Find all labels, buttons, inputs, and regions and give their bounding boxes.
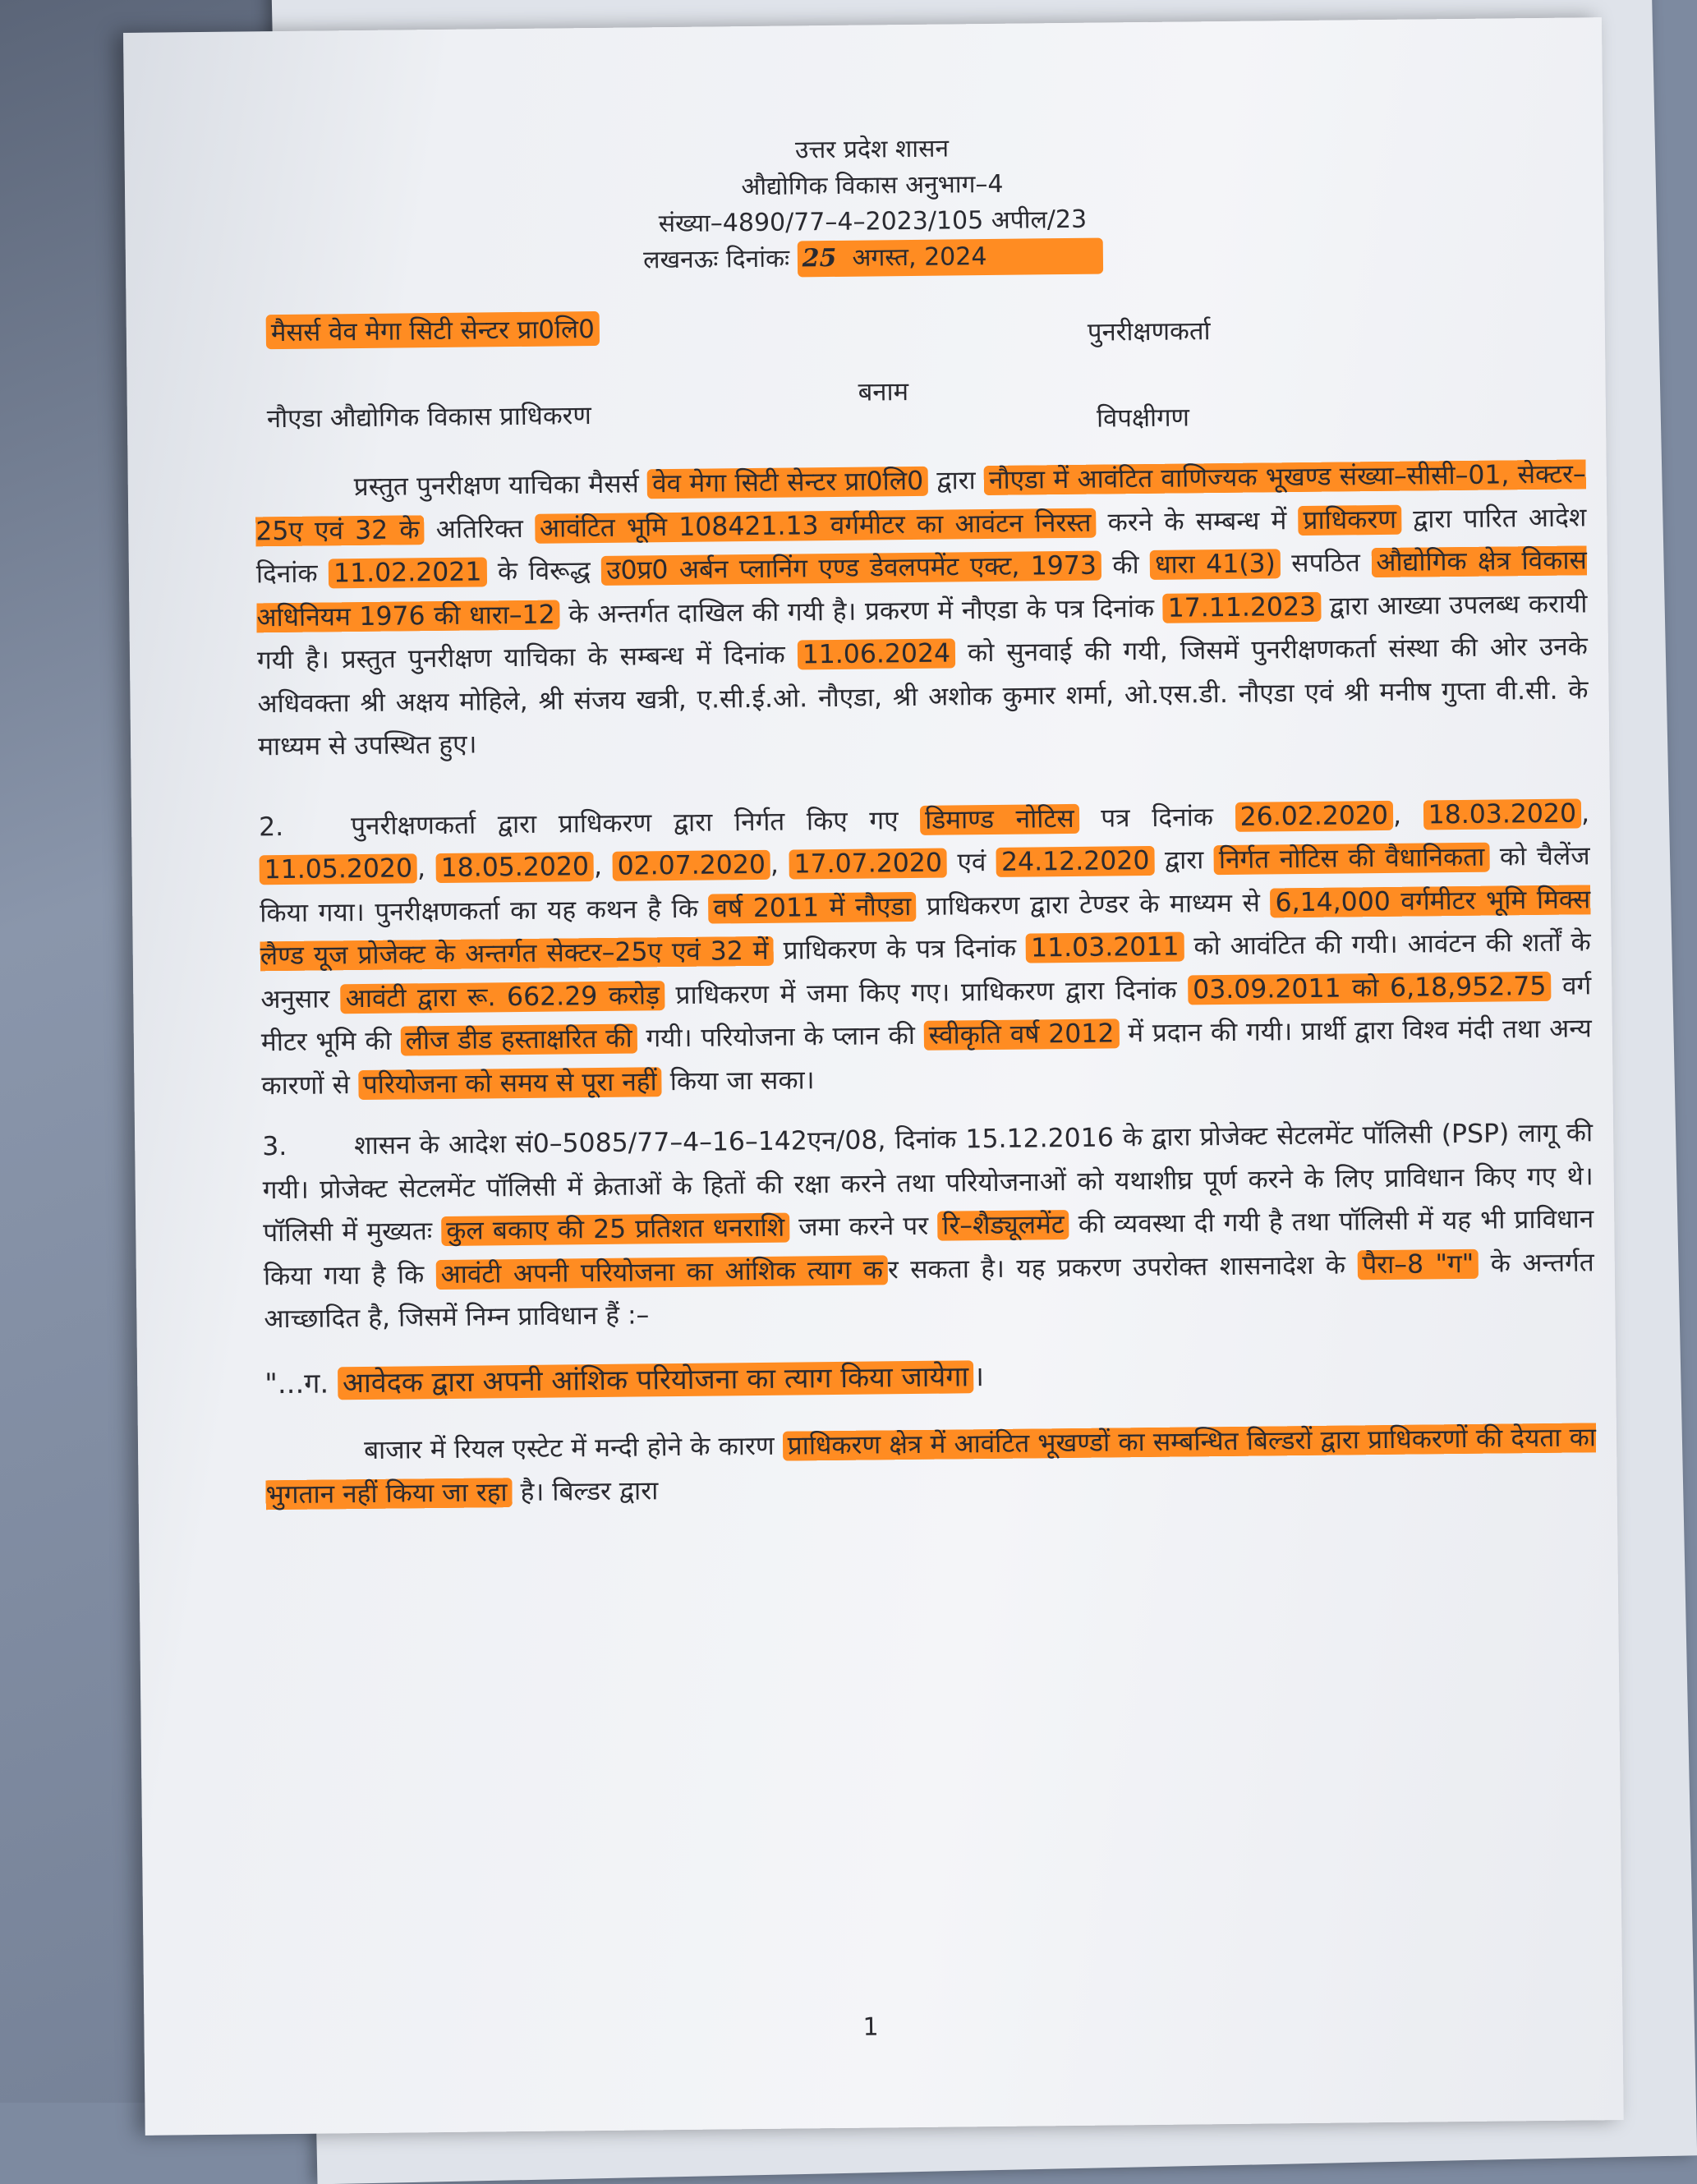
highlighted-text: प्राधिकरण bbox=[1298, 504, 1401, 535]
highlighted-text: 11.03.2011 bbox=[1026, 932, 1184, 963]
text-run: प्राधिकरण द्वारा टेण्डर के माध्यम से bbox=[916, 887, 1271, 922]
text-run: बाजार में रियल एस्टेट में मन्दी होने के कारण bbox=[363, 1431, 783, 1466]
highlighted-text: निर्गत नोटिस की वैधानिकता bbox=[1214, 843, 1490, 876]
text-run: की व्यवस्था दी गयी है तथा पॉलिसी में यह भी प्राविधान किया गया है कि bbox=[263, 1204, 1594, 1291]
highlighted-text: 11.02.2021 bbox=[329, 557, 487, 588]
text-run: , bbox=[1580, 798, 1590, 828]
highlighted-text: 18.05.2020 bbox=[435, 852, 594, 883]
highlighted-text: परियोजना को समय से पूरा नहीं bbox=[358, 1067, 662, 1100]
text-run: करने के सम्बन्ध में bbox=[1096, 505, 1299, 538]
highlighted-text: आवेदक द्वारा अपनी आंशिक परियोजना का त्याग किया जायेगा bbox=[338, 1360, 974, 1400]
date-label: लखनऊः दिनांकः bbox=[643, 244, 790, 275]
text-run: के अन्तर्गत आच्छादित है, जिसमें निम्न प्राविधान हैं :– bbox=[264, 1247, 1594, 1335]
paragraph-2-text bbox=[259, 798, 1591, 1101]
text-run: की bbox=[1101, 549, 1151, 581]
highlighted-text: वेव मेगा सिटी सेन्टर प्रा0लि0 bbox=[647, 467, 928, 499]
versus-label: बनाम bbox=[858, 377, 909, 407]
highlighted-text: उ0प्र0 अर्बन प्लानिंग एण्ड डेवलपमेंट एक्ट, 1973 bbox=[601, 551, 1101, 586]
highlighted-text: 03.09.2011 को 6,18,952.75 bbox=[1188, 971, 1552, 1005]
text-run: द्वारा पारित आदेश दिनांक bbox=[255, 502, 1587, 590]
highlighted-text: स्वीकृति वर्ष 2012 bbox=[924, 1018, 1120, 1050]
paragraph-1 bbox=[255, 453, 1589, 768]
text-run: पत्र दिनांक bbox=[1078, 802, 1235, 834]
highlighted-text: डिमाण्ड नोटिस bbox=[920, 803, 1079, 835]
text-run: , bbox=[593, 851, 613, 882]
header-department: औद्योगिक विकास अनुभाग–4 bbox=[741, 169, 1004, 202]
text-run: एवं bbox=[946, 847, 997, 878]
paragraph-1-text bbox=[255, 459, 1588, 761]
text-run: को चैलेंज किया गया। पुनरीक्षणकर्ता का यह कथन है कि bbox=[260, 841, 1590, 928]
respondent-role: विपक्षीगण bbox=[1096, 402, 1190, 434]
highlighted-text: आवंटी अपनी परियोजना का आंशिक त्याग क bbox=[436, 1255, 889, 1290]
paragraph-2 bbox=[259, 792, 1593, 1107]
text-run: वर्ग मीटर भूमि की bbox=[260, 970, 1592, 1058]
header-government: उत्तर प्रदेश शासन bbox=[794, 134, 950, 165]
petitioner-role: पुनरीक्षणकर्ता bbox=[1087, 316, 1211, 347]
text-run: है। बिल्डर द्वारा bbox=[512, 1475, 659, 1507]
text-run: द्वारा आख्या उपलब्ध करायी गयी है। प्रस्तुत पुनरीक्षण याचिका के सम्बन्ध में दिनांक bbox=[256, 588, 1588, 676]
highlighted-text: पैरा–8 "ग" bbox=[1357, 1248, 1479, 1280]
paragraph-4-text bbox=[265, 1423, 1596, 1509]
page-number: 1 bbox=[862, 2012, 879, 2042]
text-run: को सुनवाई की गयी, जिसमें पुनरीक्षणकर्ता संस्था की ओर उनके अधिवक्ता श्री अक्षय मोहिले, श्री संजय खत्री, ए.सी.ई.ओ. नौएडा, श्री अशोक कुमार शर्मा, ओ.एस.डी. नौएडा एवं श्री मनीष गुप्ता वी.सी. के माध्यम से उपस्थित हुए। bbox=[257, 632, 1589, 762]
paragraph-3-text bbox=[263, 1118, 1594, 1334]
highlighted-text: वर्ष 2011 में नौएडा bbox=[708, 891, 916, 923]
highlighted-text: 17.07.2020 bbox=[789, 848, 947, 880]
text-run: के अन्तर्गत दाखिल की गयी है। प्रकरण में नौएडा के पत्र दिनांक bbox=[559, 593, 1163, 629]
text-run: , bbox=[416, 853, 436, 884]
text-run: को आवंटित की गयी। आवंटन की शर्तों के अनुसार bbox=[260, 927, 1591, 1014]
text-run: र सकता है। यह प्रकरण उपरोक्त शासनादेश के bbox=[887, 1249, 1358, 1285]
case-parties bbox=[266, 303, 1416, 435]
text-run: जमा करने पर bbox=[789, 1211, 938, 1243]
text-run: प्रस्तुत पुनरीक्षण याचिका मैसर्स bbox=[353, 469, 648, 503]
header-date-row bbox=[586, 237, 1161, 279]
text-run: । bbox=[973, 1359, 985, 1393]
text-run: "...ग. bbox=[264, 1366, 338, 1400]
text-run: सपठित bbox=[1280, 548, 1372, 579]
highlighted-text: नौएडा में आवंटित वाणिज्यक भूखण्ड संख्या–सीसी–01, सेक्टर–25ए एवं 32 के bbox=[255, 459, 1586, 546]
letter-header bbox=[584, 129, 1161, 279]
highlighted-text: 24.12.2020 bbox=[996, 846, 1155, 877]
highlighted-text: 11.06.2024 bbox=[798, 638, 956, 669]
text-run: प्राधिकरण में जमा किए गए। प्राधिकरण द्वारा दिनांक bbox=[664, 974, 1189, 1010]
paragraph-3 bbox=[262, 1111, 1595, 1340]
text-run: के विरूद्ध bbox=[486, 555, 602, 587]
highlighted-text: औद्योगिक क्षेत्र विकास अधिनियम 1976 की धारा–12 bbox=[256, 545, 1587, 632]
text-run: प्राधिकरण के पत्र दिनांक bbox=[773, 933, 1027, 966]
highlighted-text: 18.03.2020 bbox=[1423, 798, 1581, 830]
quoted-provision-text bbox=[264, 1360, 984, 1400]
petitioner-name: मैसर्स वेव मेगा सिटी सेन्टर प्रा0लि0 bbox=[266, 311, 600, 349]
text-run: शासन के आदेश सं0–5085/77–4–16–142एन/08, दिनांक 15.12.2016 के द्वारा प्रोजेक्ट सेटलमेंट पॉलिसी (PSP) लागू की गयी। प्रोजेक्ट सेटलमेंट पॉलिसी में क्रेताओं के हितों की रक्षा करने तथा परियोजनाओं को यथाशीघ्र पूर्ण करने के लिए प्राविधान किए गए थे। पॉलिसी में मुख्यतः bbox=[262, 1118, 1594, 1248]
header-reference-number: संख्या–4890/77–4–2023/105 अपील/23 bbox=[658, 205, 1088, 239]
document-page bbox=[123, 17, 1624, 2136]
paragraph-2-number: 2. bbox=[258, 812, 284, 842]
text-run: द्वारा bbox=[1154, 845, 1215, 876]
highlighted-text: लीज डीड हस्ताक्षरित की bbox=[400, 1024, 637, 1056]
text-run: गयी। परियोजना के प्लान की bbox=[637, 1020, 924, 1054]
date-highlight bbox=[797, 238, 1102, 278]
highlighted-text: प्राधिकरण क्षेत्र में आवंटित भूखण्डों का सम्बन्धित बिल्डरों द्वारा प्राधिकरणों की देयता का भुगतान नहीं किया जा रहा bbox=[265, 1423, 1597, 1510]
highlighted-text: कुल बकाए की 25 प्रतिशत धनराशि bbox=[441, 1213, 789, 1246]
highlighted-text: धारा 41(3) bbox=[1150, 549, 1281, 580]
highlighted-text: 11.05.2020 bbox=[259, 853, 417, 885]
document-body bbox=[255, 453, 1597, 1516]
highlighted-text: आवंटी द्वारा रू. 662.29 करोड़ bbox=[341, 981, 665, 1014]
highlighted-text: 6,14,000 वर्गमीटर भूमि मिक्स लैण्ड यूज प्रोजेक्ट के अन्तर्गत सेक्टर–25ए एवं 32 में bbox=[260, 884, 1591, 972]
paragraph-4 bbox=[265, 1416, 1597, 1516]
text-run: , bbox=[1392, 799, 1423, 830]
text-run: में प्रदान की गयी। प्रार्थी द्वारा विश्व मंदी तथा अन्य कारणों से bbox=[261, 1014, 1592, 1101]
text-run: किया जा सका। bbox=[661, 1064, 815, 1097]
date-month-year: अगस्त, 2024 bbox=[852, 242, 987, 273]
highlighted-text: 17.11.2023 bbox=[1163, 591, 1322, 623]
text-run: द्वारा bbox=[927, 466, 985, 496]
text-run: , bbox=[770, 849, 789, 880]
highlighted-text: 02.07.2020 bbox=[612, 850, 770, 881]
date-day: 25 bbox=[802, 243, 837, 274]
text-run: अतिरिक्त bbox=[424, 513, 536, 545]
respondent-name: नौएडा औद्योगिक विकास प्राधिकरण bbox=[266, 401, 591, 435]
text-run: पुनरीक्षणकर्ता द्वारा प्राधिकरण द्वारा निर्गत किए गए bbox=[350, 805, 921, 841]
highlighted-text: रि–शैड्यूलमेंट bbox=[937, 1210, 1069, 1241]
highlighted-text: आवंटित भूमि 108421.13 वर्गमीटर का आवंटन निरस्त bbox=[535, 508, 1097, 543]
paragraph-3-number: 3. bbox=[262, 1131, 287, 1162]
highlighted-text: 26.02.2020 bbox=[1235, 800, 1393, 831]
